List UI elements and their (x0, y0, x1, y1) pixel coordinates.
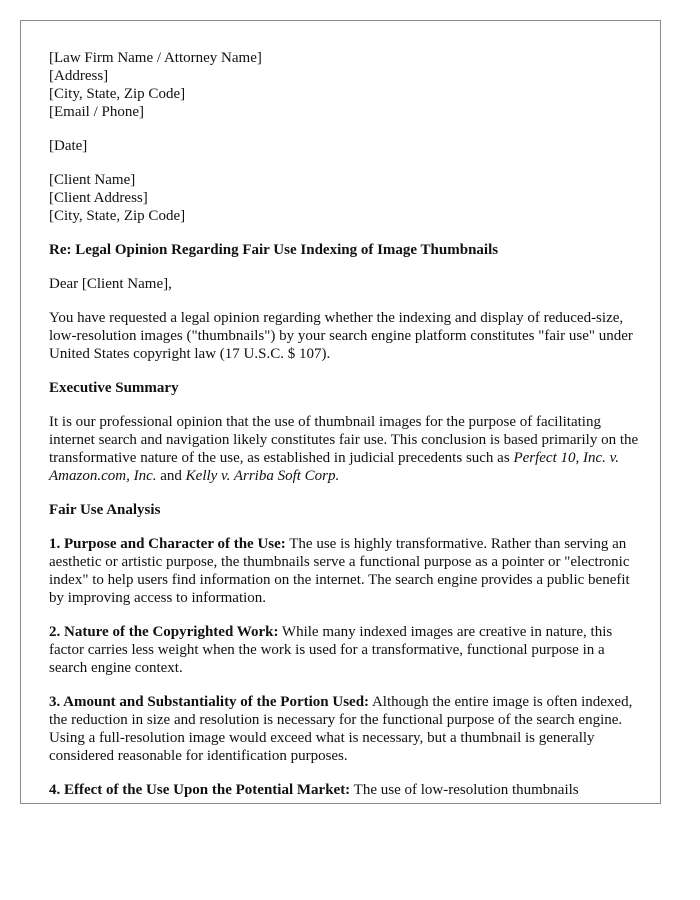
factor-paragraph (49, 781, 639, 799)
recipient-block (49, 171, 639, 225)
case-citation-kelly: Kelly v. Arriba Soft Corp. (185, 468, 340, 484)
executive-summary-paragraph (49, 413, 639, 485)
summary-text: It is our professional opinion that the use of thumbnail images for the purpose of facilitating internet search and navigation likely constitutes fair use. This conclusion is based primarily on the transformative nature of the use, as established in judicial precedents such as (49, 414, 639, 466)
recipient-line: [Client Address] (49, 190, 148, 206)
factor-paragraph (49, 535, 639, 607)
intro-paragraph: You have requested a legal opinion regarding whether the indexing and display of reduced-size, low-resolution images ("thumbnails") by your search engine platform constitutes "fair use" under United States copyright law (17 U.S.C. $ 107). (49, 310, 633, 362)
factor-paragraph (49, 623, 639, 677)
salutation: Dear [Client Name], (49, 276, 172, 292)
factor-title: 4. Effect of the Use Upon the Potential Market: (49, 782, 351, 798)
letter-date: [Date] (49, 138, 88, 154)
factor-title: 2. Nature of the Copyrighted Work: (49, 624, 279, 640)
executive-summary-heading: Executive Summary (49, 380, 179, 396)
fair-use-analysis-heading: Fair Use Analysis (49, 502, 161, 518)
sender-line: [Email / Phone] (49, 104, 144, 120)
sender-line: [Law Firm Name / Attorney Name] (49, 50, 262, 66)
factor-text: Although the entire image is often indexed, the reduction in size and resolution is necessary for the functional purpose of the search engine. Using a full-resolution image would exceed what is necessary, but a thumbnail is generally considered reasonable for identification purposes. (49, 694, 633, 764)
factor-title: 1. Purpose and Character of the Use: (49, 536, 286, 552)
recipient-line: [City, State, Zip Code] (49, 208, 186, 224)
subject-line: Re: Legal Opinion Regarding Fair Use Indexing of Image Thumbnails (49, 242, 499, 258)
factor-text: The use is highly transformative. Rather than serving an aesthetic or artistic purpose, the thumbnails serve a functional purpose as a pointer or "electronic index" to help users find information on the internet. The search engine provides a public benefit by improving access to information. (49, 536, 630, 606)
sender-line: [City, State, Zip Code] (49, 86, 186, 102)
letter-page (20, 20, 661, 804)
sender-block (49, 49, 639, 121)
case-citation-perfect10: Perfect 10, Inc. v. Amazon.com, Inc. (49, 450, 619, 484)
recipient-line: [Client Name] (49, 172, 136, 188)
factor-title: 3. Amount and Substantiality of the Portion Used: (49, 694, 370, 710)
letter-content (49, 49, 639, 804)
factor-text: The use of low-resolution thumbnails (350, 782, 579, 798)
factor-paragraph (49, 693, 639, 765)
sender-line: [Address] (49, 68, 109, 84)
summary-conjunction: and (156, 468, 186, 484)
factor-text: While many indexed images are creative in nature, this factor carries less weight when the work is used for a transformative, functional purpose in a search engine context. (49, 624, 613, 676)
